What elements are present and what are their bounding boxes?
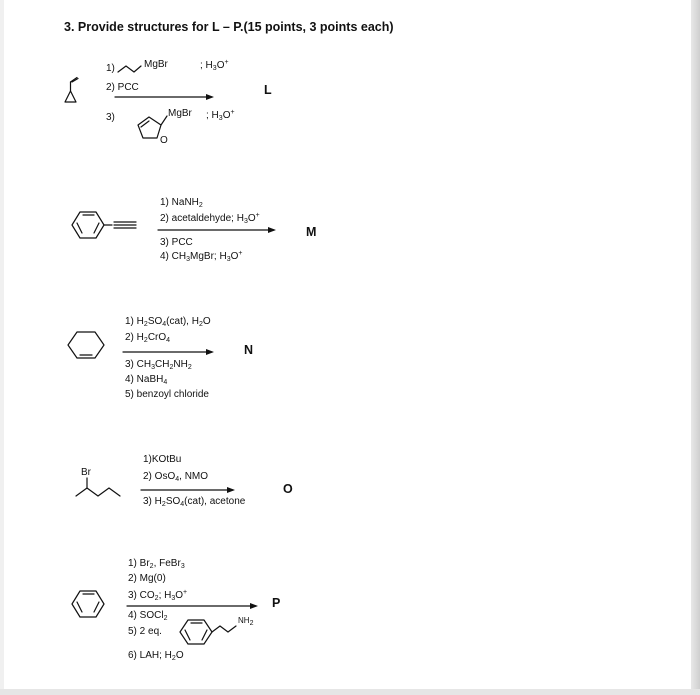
reaction-arrow-P bbox=[127, 603, 258, 609]
product-label-P: P bbox=[272, 596, 281, 610]
benzene-structure bbox=[72, 591, 104, 617]
reaction-arrow-O bbox=[141, 487, 235, 493]
N-step2: 2) $H_2CrO_4$ bbox=[125, 332, 171, 344]
reaction-arrow-L bbox=[115, 94, 214, 100]
O-step1: 1)KOtBu bbox=[143, 454, 182, 465]
M-step3: 3) PCC bbox=[160, 237, 193, 248]
L-step3-number: 3) bbox=[106, 112, 115, 123]
cyclohexene-structure bbox=[68, 332, 104, 358]
phenylacetylene-structure bbox=[72, 212, 136, 238]
N-step3: 3) $CH_3CH_2NH_2$ bbox=[125, 359, 192, 371]
N-step4: 4) NaBH$_4$ bbox=[125, 374, 168, 386]
propyl-chain bbox=[118, 66, 141, 72]
O-step2: 2) OsO$_4$, NMO bbox=[143, 471, 209, 483]
N-step5: 5) benzoyl chloride bbox=[125, 389, 209, 400]
N-step1: 1) $H_2SO_4(cat)$, $H_2O$ bbox=[125, 316, 211, 328]
amine-reagent-structure bbox=[180, 620, 236, 644]
O-step3: 3) $H_2SO_4(cat)$, acetone bbox=[143, 496, 246, 508]
P-step3: 3) $CO_2$; $H_3O^+$ bbox=[128, 589, 188, 602]
product-label-O: O bbox=[283, 482, 293, 496]
product-label-N: N bbox=[244, 343, 254, 357]
bromoalkane-structure bbox=[76, 478, 120, 496]
product-label-L: L bbox=[264, 83, 272, 97]
P-step6: 6) LAH; $H_2O$ bbox=[128, 650, 184, 662]
L-step1-workup: ; $H_3O^+$ bbox=[200, 59, 229, 72]
L-step1-reagent: MgBr bbox=[144, 59, 168, 70]
L-step1-number: 1) bbox=[106, 63, 115, 74]
P-amine-label: $NH_2$ bbox=[238, 616, 254, 627]
product-label-M: M bbox=[306, 225, 317, 239]
P-step5: 5) 2 eq. bbox=[128, 626, 162, 637]
P-step4: 4) SOCl$_2$ bbox=[128, 610, 168, 622]
reaction-arrow-N bbox=[123, 349, 214, 355]
P-step1: 1) $Br_2$, FeBr$_3$ bbox=[128, 558, 185, 570]
cyclopropanecarbaldehyde-structure bbox=[65, 78, 78, 103]
M-step2: 2) acetaldehyde; $H_3O^+$ bbox=[160, 212, 260, 225]
L-step3-workup: ; $H_3O^+$ bbox=[206, 109, 235, 122]
O-bromo-label: Br bbox=[81, 467, 91, 478]
L-step3-reagent: MgBr bbox=[168, 108, 192, 119]
P-step2: 2) Mg(0) bbox=[128, 573, 166, 584]
L-ring-oxygen: O bbox=[160, 135, 168, 146]
reaction-arrow-M bbox=[158, 227, 276, 233]
question-number: 3. bbox=[64, 20, 75, 34]
L-step2: 2) PCC bbox=[106, 82, 139, 93]
M-step1: 1) NaNH$_2$ bbox=[160, 197, 203, 209]
M-step4: 4) $CH_3MgBr$; $H_3O^+$ bbox=[160, 250, 243, 263]
question-text: Provide structures for L – P.(15 points, 3 points each) bbox=[77, 20, 394, 34]
